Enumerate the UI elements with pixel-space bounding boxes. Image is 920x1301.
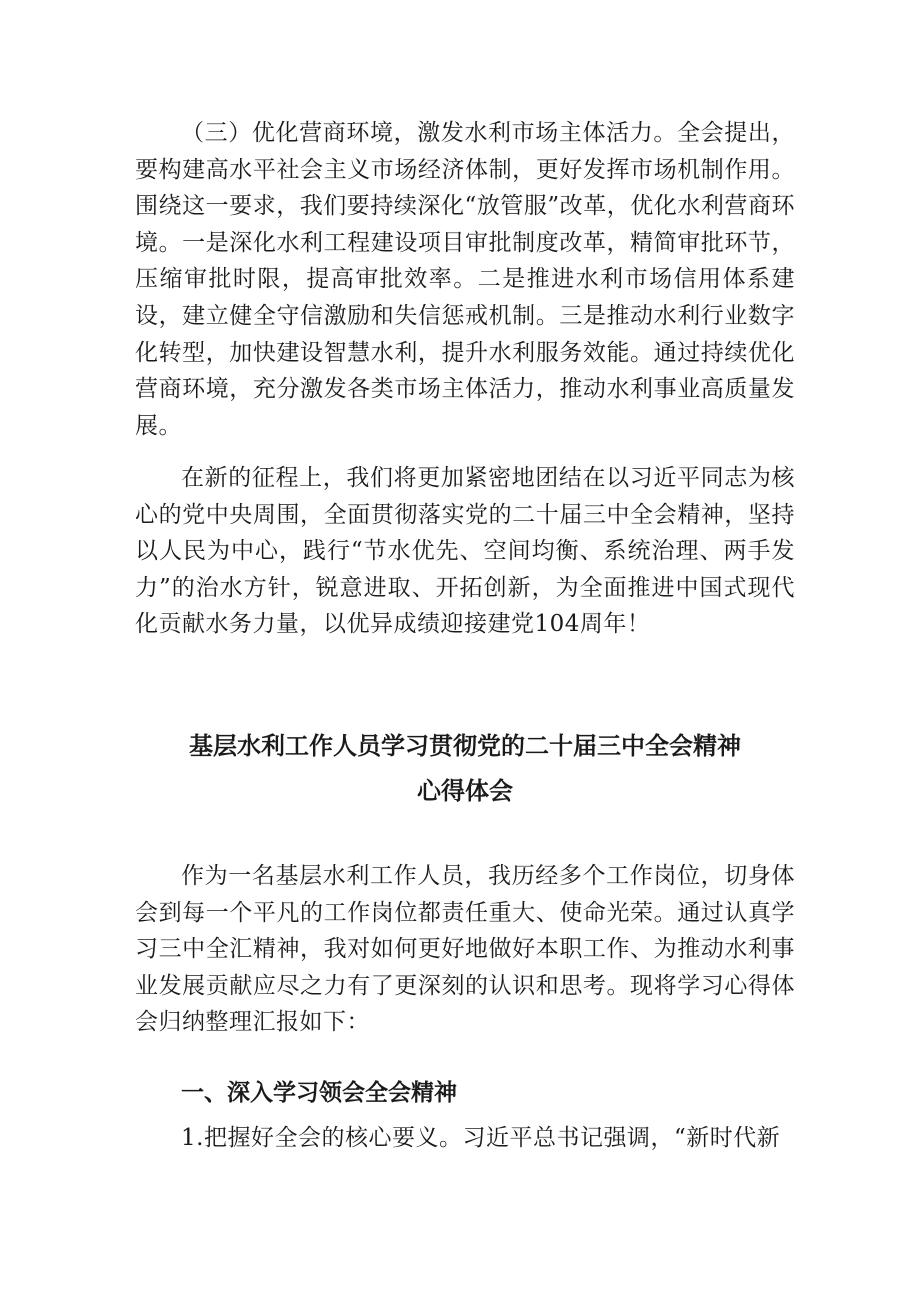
paragraph-introduction: 作为一名基层水利工作人员，我历经多个工作岗位，切身体会到每一个平凡的工作岗位都责任重大、使命光荣。通过认真学习三中全汇精神，我对如何更好地做好本职工作、为推动水利事业发展贡献应尽之力有了更深刻的认识和思考。现将学习心得体会归纳整理汇报如下： bbox=[135, 863, 795, 1036]
section-heading: 一、深入学习领会全会精神 bbox=[181, 1080, 457, 1106]
document-title: 基层水利工作人员学习贯彻党的二十届三中全会精神 bbox=[189, 732, 741, 760]
paragraph-core-essence: 1.把握好全会的核心要义。习近平总书记强调，“新时代新 bbox=[181, 1125, 781, 1151]
paragraph-business-environment: （三）优化营商环境，激发水利市场主体活力。全会提出，要构建高水平社会主义市场经济体制，更好发挥市场机制作用。围绕这一要求，我们要持续深化“放管服”改革，优化水利营商环境。一是深化水利工程建设项目审批制度改革，精简审批环节，压缩审批时限，提高审批效率。二是推进水利市场信用体系建设，建立健全守信激励和失信惩戒机制。三是推动水利行业数字化转型，加快建设智慧水利，提升水利服务效能。通过持续优化营商环境，充分激发各类市场主体活力，推动水利事业高质量发展。 bbox=[135, 120, 795, 439]
document-subtitle: 心得体会 bbox=[417, 777, 513, 805]
paragraph-new-journey: 在新的征程上，我们将更加紧密地团结在以习近平同志为核心的党中央周围，全面贯彻落实党的二十届三中全会精神，坚持以人民为中心，践行“节水优先、空间均衡、系统治理、两手发力”的治水方针，锐意进取、开拓创新，为全面推进中国式现代化贡献水务力量，以优异成绩迎接建党104周年！ bbox=[135, 465, 795, 638]
